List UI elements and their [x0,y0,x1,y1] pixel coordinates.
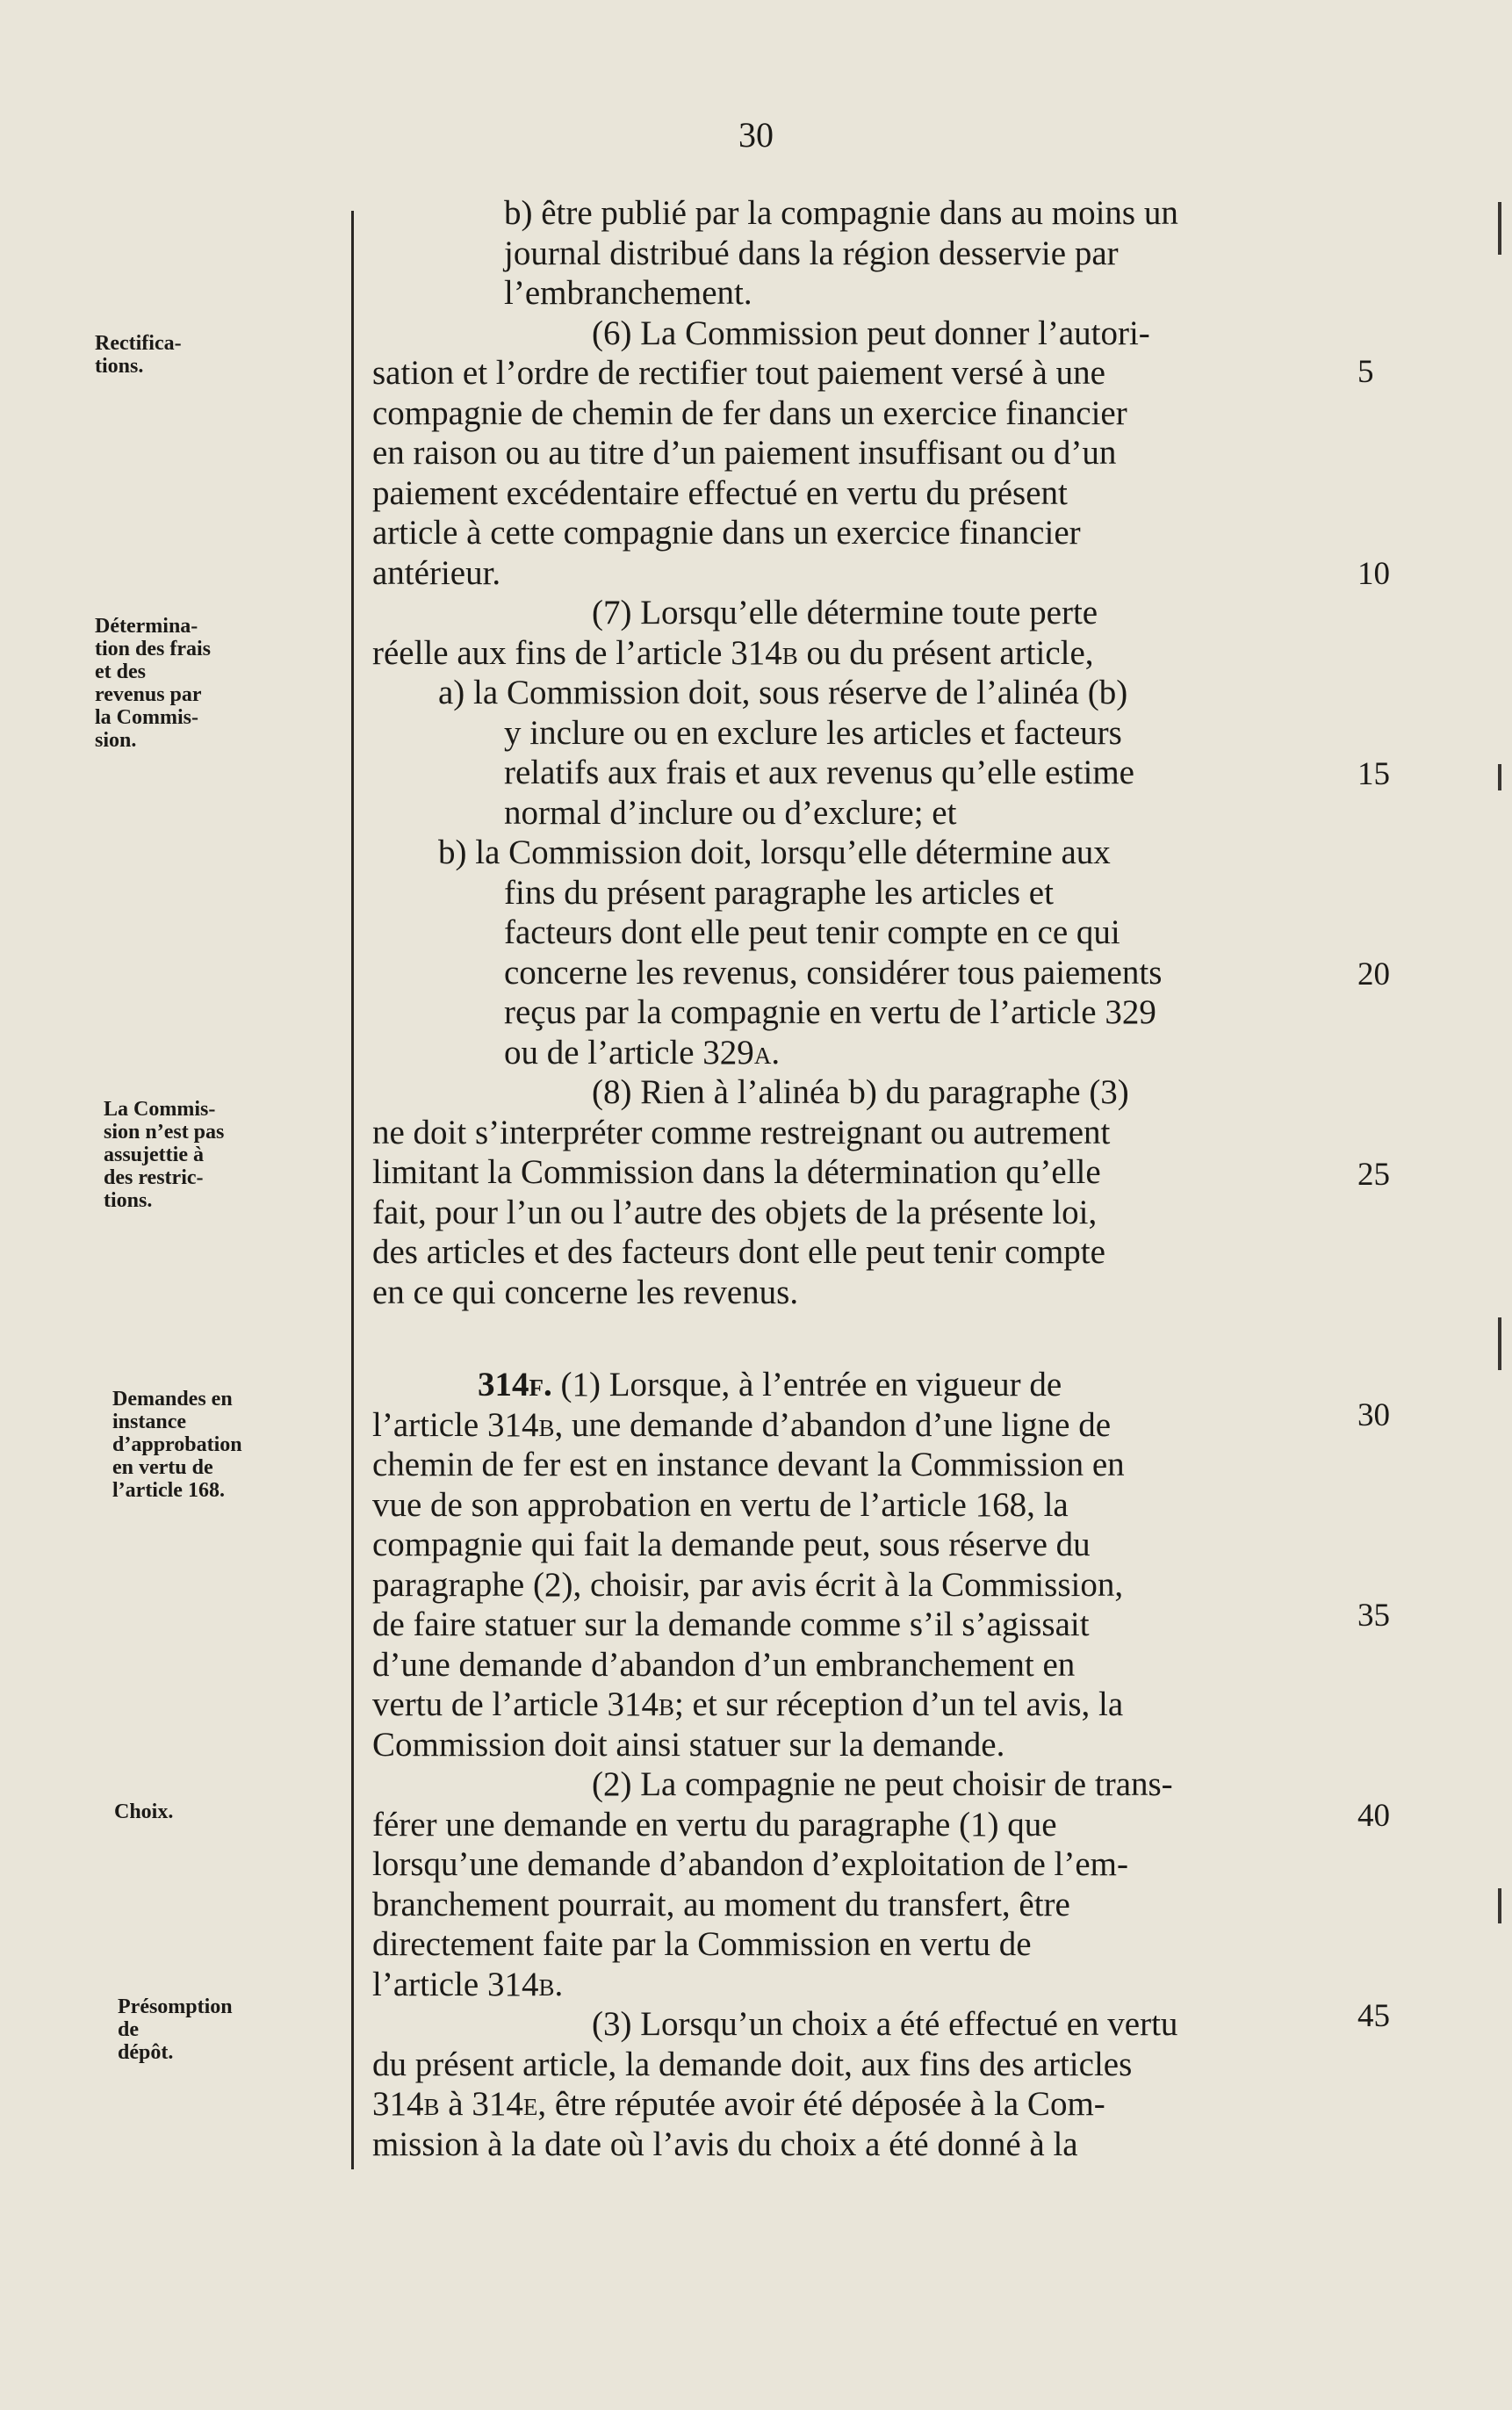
text-line: compagnie qui fait la demande peut, sous réserve du [372,1526,1091,1563]
page-edge-mark [1498,202,1501,255]
line-number: 15 [1357,756,1390,792]
text-line: ou de l’article 329a. [504,1033,781,1072]
text-line: compagnie de chemin de fer dans un exercice financier [372,393,1127,432]
margin-note-rectifications: Rectifica- tions. [95,332,182,378]
text-line: Commission doit ainsi statuer sur la demande. [372,1725,1005,1764]
text-line: limitant la Commission dans la détermination qu’elle [372,1153,1101,1191]
text-line: chemin de fer est en instance devant la Commission en [372,1446,1125,1483]
text-line: l’article 314b, une demande d’abandon d’une ligne de [372,1405,1112,1444]
margin-note-demandes: Demandes en instance d’approbation en vertu de l’article 168. [112,1388,242,1502]
text-line: l’embranchement. [504,274,752,312]
text-line: mission à la date où l’avis du choix a été donné à la [372,2125,1078,2163]
column-rule [351,211,354,2169]
text-line: d’une demande d’abandon d’un embranchement en [372,1645,1076,1684]
text-line: l’article 314b. [372,1965,564,2003]
margin-note-determination: Détermina- tion des frais et des revenus par la Commis- sion. [95,615,211,752]
line-number: 35 [1357,1598,1390,1634]
text-line: facteurs dont elle peut tenir compte en ce qui [504,913,1120,951]
line-number: 25 [1357,1157,1390,1193]
page-edge-mark [1498,1317,1501,1370]
text-line: 314f. (1) Lorsque, à l’entrée en vigueur de [478,1366,1062,1403]
text-line: reçus par la compagnie en vertu de l’article 329 [504,993,1156,1031]
section-number: 314f. [478,1366,552,1403]
page-edge-mark [1498,1888,1501,1923]
text-line: (8) Rien à l’alinéa b) du paragraphe (3) [592,1073,1129,1111]
line-number: 45 [1357,1998,1390,2034]
text-line: en ce qui concerne les revenus. [372,1273,799,1311]
text-line: b) être publié par la compagnie dans au moins un [504,194,1178,232]
text-line: antérieur. [372,553,501,592]
text-line: lorsqu’une demande d’abandon d’exploitation de l’em- [372,1845,1128,1883]
text-line: férer une demande en vertu du paragraphe (1) que [372,1805,1057,1844]
text-line: branchement pourrait, au moment du transfert, être [372,1885,1070,1923]
line-number: 10 [1357,556,1390,592]
line-number: 20 [1357,956,1390,992]
line-number: 30 [1357,1397,1390,1433]
text-line: ne doit s’interpréter comme restreignant ou autrement [372,1113,1111,1151]
page-number: 30 [738,115,774,155]
text-line: (2) La compagnie ne peut choisir de trans- [592,1765,1173,1803]
text-line: fait, pour l’un ou l’autre des objets de la présente loi, [372,1193,1098,1231]
margin-note-presomption: Présomption de dépôt. [118,1995,233,2064]
text-line: du présent article, la demande doit, aux fins des articles [372,2045,1133,2083]
text-line: b) la Commission doit, lorsqu’elle détermine aux [438,833,1111,871]
text-line: paiement excédentaire effectué en vertu du présent [372,473,1068,512]
text-line: en raison ou au titre d’un paiement insuffisant ou d’un [372,434,1117,472]
text-line: vue de son approbation en vertu de l’article 168, la [372,1485,1069,1524]
text-line: (7) Lorsqu’elle détermine toute perte [592,594,1098,631]
text-line: réelle aux fins de l’article 314b ou du présent article, [372,633,1094,672]
text-line: article à cette compagnie dans un exercice financier [372,514,1081,552]
margin-note-commission: La Commis- sion n’est pas assujettie à des restric- tions. [104,1098,225,1212]
text-line: de faire statuer sur la demande comme s’il s’agissait [372,1605,1090,1643]
text-line: sation et l’ordre de rectifier tout paiement versé à une [372,354,1105,392]
text-line: fins du présent paragraphe les articles et [504,873,1054,912]
text-line: des articles et des facteurs dont elle peut tenir compte [372,1233,1105,1271]
text-line: directement faite par la Commission en vertu de [372,1925,1032,1963]
text-line: (3) Lorsqu’un choix a été effectué en vertu [592,2005,1178,2043]
text-line: relatifs aux frais et aux revenus qu’elle estime [504,754,1134,791]
text-line: 314b à 314e, être réputée avoir été déposée à la Com- [372,2085,1105,2123]
text-line: a) la Commission doit, sous réserve de l’alinéa (b) [438,674,1128,711]
text-line: journal distribué dans la région desservie par [504,234,1119,272]
text-line: y inclure ou en exclure les articles et facteurs [504,713,1122,752]
margin-note-choix: Choix. [114,1800,174,1823]
line-number: 5 [1357,354,1374,390]
section-spacer [372,1312,1338,1365]
line-number: 40 [1357,1798,1390,1834]
text-line: (6) La Commission peut donner l’autori- [592,314,1150,352]
page-edge-mark [1498,764,1501,790]
text-line: vertu de l’article 314b; et sur réception d’un tel avis, la [372,1685,1124,1723]
text-line: paragraphe (2), choisir, par avis écrit à la Commission, [372,1565,1124,1604]
body-text [372,193,1338,2164]
text-line: normal d’inclure ou d’exclure; et [504,793,957,832]
text-line: concerne les revenus, considérer tous paiements [504,953,1163,992]
